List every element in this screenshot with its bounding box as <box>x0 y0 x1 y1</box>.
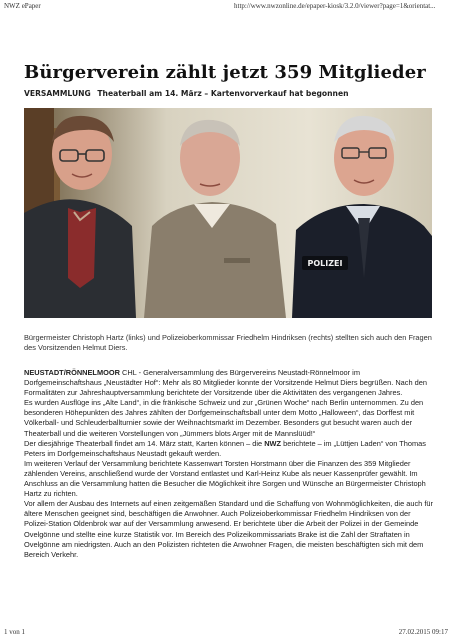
dateline: NEUSTADT/RÖNNELMOOR <box>24 368 120 377</box>
paragraph-3 <box>24 439 436 459</box>
author: CHL - <box>122 368 142 377</box>
paragraph-5: Vor allem der Ausbau des Internets auf einen zeitgemäßen Standard und die Schaffung von Wohnmöglichkeiten, die auch für ältere Menschen geeignet sind, beschäftigen die Anwohner. Auch Polizeioberkommissar Friedhelm Hindriksen von der Polizei-Station Oldenbrok war auf der Versammlung anwesend. Er berichtete über die Arbeit der Polizei in der Gemeinde Ovelgönne und stellte eine kurze Statistik vor. Im Bereich des Polizeikommissariats Brake ist die Zahl der Straftaten in Ovelgönne am niedrigsten. Auch an den Polizisten richteten die Anwohner Fragen, die meisten beschäftigten sich mit dem Bereich Verkehr. <box>24 499 433 559</box>
subheadline-row <box>24 89 349 98</box>
paragraph-1-text: Generalversammlung des Bürgervereins Neustadt-Rönnelmoor im Dorfgemeinschaftshaus „Neustädter Hof“: Mehr als 80 Mitglieder konnte der Vorsitzende Helmut Diers begrüßen. Nach den Formalitäten zur Jahreshauptversammlung berichtete der Vorsitzende über die Aktivitäten des vergangenen Jahres. <box>24 368 427 398</box>
paragraph-1 <box>24 368 436 398</box>
kicker: VERSAMMLUNG <box>24 89 91 98</box>
article-photo <box>24 108 432 318</box>
paragraph-4: Im weiteren Verlauf der Versammlung berichtete Kassenwart Torsten Horstmann über die Finanzen des 359 Mitglieder zählenden Vereins, anschließend wurde der Vorstand entlastet und Karl-Heinz Kube als neuer Kassenprüfer gewählt. Im Anschluss an die Versammlung hatten die Besucher die Möglichkeit ihre Sorgen und Wünsche an Bürgermeister Christoph Hartz zu richten. <box>24 458 426 499</box>
article-body <box>24 368 436 560</box>
print-header-title: NWZ ePaper <box>4 2 41 10</box>
photo-caption: Bürgermeister Christoph Hartz (links) und Polizeioberkommissar Friedhelm Hindriksen (rechts) stellten sich auch den Fragen des Vorsitzenden Helmut Diers. <box>24 333 432 352</box>
headline: Bürgerverein zählt jetzt 359 Mitglieder <box>24 62 426 83</box>
print-footer <box>4 628 448 638</box>
print-header-url: http://www.nwzonline.de/epaper-kiosk/3.2.0/viewer?page=1&orientat... <box>234 2 436 10</box>
print-timestamp: 27.02.2015 09:17 <box>398 628 448 636</box>
photo-illustration <box>24 108 432 318</box>
subheadline: Theaterball am 14. März – Kartenvorverkauf hat begonnen <box>97 89 349 98</box>
print-header <box>4 2 448 12</box>
police-badge-label: POLIZEI <box>307 259 343 268</box>
paragraph-3-part-b: berichtete – im „Lüttjen Laden“ von Thomas Peters im Dorfgemeinschaftshaus Neustadt gekauft werden. <box>24 438 426 458</box>
paragraph-2: Es wurden Ausflüge ins „Alte Land“, in die fränkische Schweiz und zur „Grünen Woche“ nach Berlin unternommen. Zu den besonderen Höhepunkten des Jahres zählten der Dorfgemeinschaftsball unter dem Motto „Halloween“, das Dorffest mit Völkerball- und Schleuderballturnier sowie der Weihnachtsmarkt im Dezember. Besonders gut besucht waren auch der Theaterball und die weiteren Vorstellungen von „Jümmers blots Arger mit de Mannslüüd!“ <box>24 398 424 438</box>
page-count: 1 von 1 <box>4 628 25 636</box>
paragraph-3-part-a: Der diesjährige Theaterball findet am 14. März statt, Karten können – die <box>24 438 263 448</box>
nwz-mention: NWZ <box>264 438 282 448</box>
